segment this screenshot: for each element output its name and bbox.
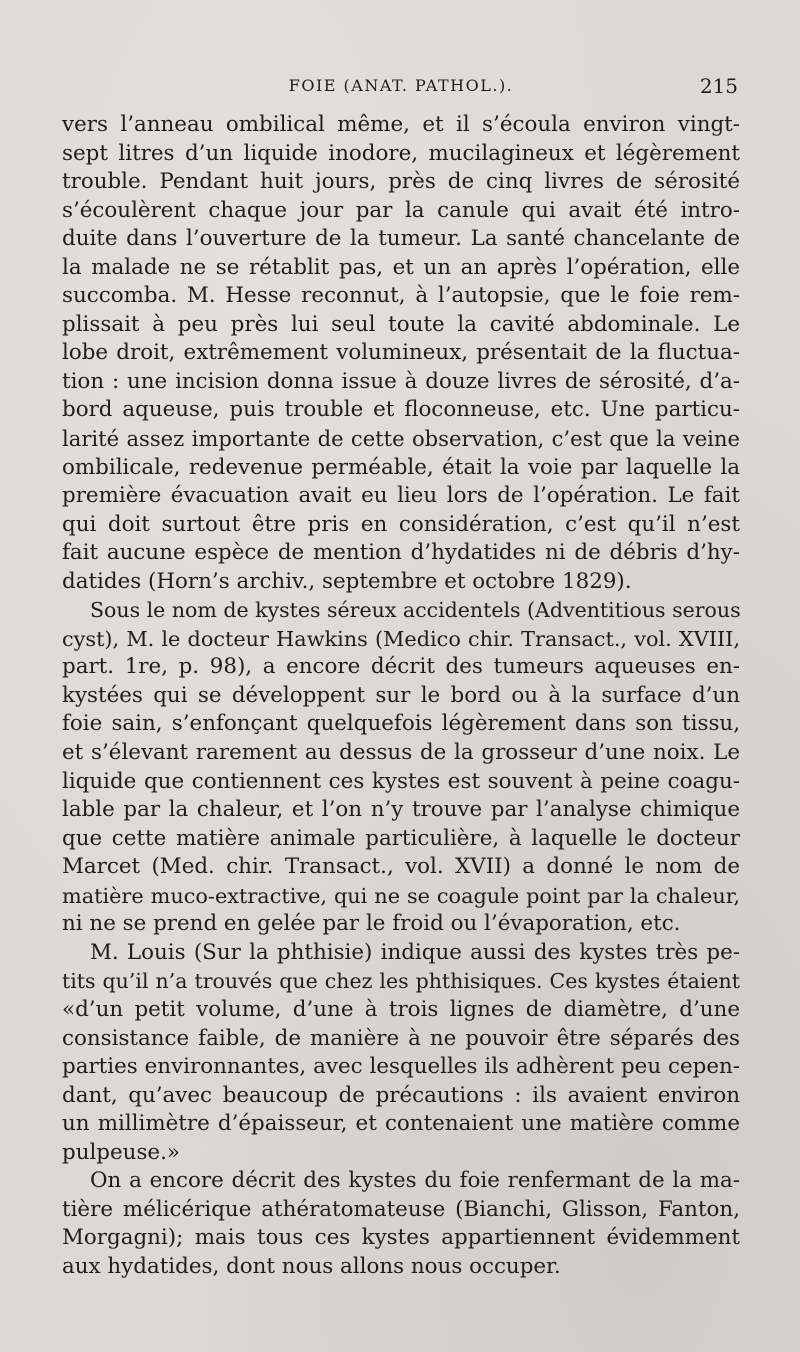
text-line: ni ne se prend en gelée par le froid ou l’évaporation, etc. <box>62 911 681 937</box>
text-line: dant, qu’avec beaucoup de précautions : ils avaient environ <box>62 1082 740 1108</box>
text-line: aux hydatides, dont nous allons nous occuper. <box>62 1253 561 1279</box>
text-line: M. Louis (Sur la phthisie) indique aussi des kystes très pe- <box>90 939 740 965</box>
text-line: duite dans l’ouverture de la tumeur. La santé chancelante de <box>62 226 740 252</box>
text-line: tion : une incision donna issue à douze livres de sérosité, d’a- <box>62 368 740 394</box>
text-line: plissait à peu près lui seul toute la cavité abdominale. Le <box>62 311 740 337</box>
text-line: larité assez importante de cette observation, c’est que la veine <box>62 426 740 452</box>
text-line: part. 1re, p. 98), a encore décrit des tumeurs aqueuses en- <box>62 654 740 680</box>
text-line: parties environnantes, avec lesquelles ils adhèrent peu cepen- <box>62 1054 740 1080</box>
text-line: foie sain, s’enfonçant quelquefois légèrement dans son tissu, <box>62 711 740 737</box>
text-line: matière muco-extractive, qui ne se coagule point par la chaleur, <box>62 883 740 908</box>
text-line: pulpeuse.» <box>62 1139 180 1165</box>
running-head <box>62 70 740 104</box>
text-line: Marcet (Med. chir. Transact., vol. XVII) a donné le nom de <box>62 854 740 880</box>
text-line: qui doit surtout être pris en considération, c’est qu’il n’est <box>62 511 740 537</box>
text-line: trouble. Pendant huit jours, près de cinq livres de sérosité <box>62 169 740 195</box>
body-text <box>62 111 740 1281</box>
text-line: «d’un petit volume, d’une à trois lignes de diamètre, d’une <box>62 996 740 1022</box>
text-line: tière mélicérique athératomateuse (Bianchi, Glisson, Fanton, <box>62 1196 740 1222</box>
text-line: tits qu’il n’a trouvés que chez les phthisiques. Ces kystes étaient <box>62 969 740 994</box>
text-line: Morgagni); mais tous ces kystes appartiennent évidemment <box>62 1225 740 1251</box>
text-line: lable par la chaleur, et l’on n’y trouve par l’analyse chimique <box>62 797 740 823</box>
text-line: bord aqueuse, puis trouble et floconneuse, etc. Une particu- <box>62 397 740 423</box>
text-line: fait aucune espèce de mention d’hydatides ni de débris d’hy- <box>62 540 740 566</box>
text-line: et s’élevant rarement au dessus de la grosseur d’une noix. Le <box>62 740 740 766</box>
text-line: ombilicale, redevenue perméable, était la voie par laquelle la <box>62 454 740 480</box>
text-line: la malade ne se rétablit pas, et un an après l’opération, elle <box>62 254 740 280</box>
text-line: cyst), M. le docteur Hawkins (Medico chir. Transact., vol. XVIII, <box>62 626 740 651</box>
text-line: Sous le nom de kystes séreux accidentels (Adventitious serous <box>90 598 741 623</box>
text-line: succomba. M. Hesse reconnut, à l’autopsie, que le foie rem- <box>62 283 740 309</box>
text-line: kystées qui se développent sur le bord ou à la surface d’un <box>62 682 740 708</box>
text-line: liquide que contiennent ces kystes est souvent à peine coagu- <box>62 768 740 794</box>
text-line: consistance faible, de manière à ne pouvoir être séparés des <box>62 1025 740 1051</box>
text-line: s’écoulèrent chaque jour par la canule qui avait été intro- <box>62 197 740 223</box>
text-line: un millimètre d’épaisseur, et contenaient une matière comme <box>62 1111 740 1137</box>
text-line: datides (Horn’s archiv., septembre et octobre 1829). <box>62 568 632 594</box>
text-line: lobe droit, extrêmement volumineux, présentait de la fluctua- <box>62 340 740 366</box>
text-line: vers l’anneau ombilical même, et il s’écoula environ vingt- <box>62 112 740 137</box>
text-line: sept litres d’un liquide inodore, mucilagineux et légèrement <box>62 140 740 166</box>
text-line: que cette matière animale particulière, à laquelle le docteur <box>62 825 740 851</box>
running-head-title: FOIE (ANAT. PATHOL.). <box>288 76 514 95</box>
text-line: On a encore décrit des kystes du foie renfermant de la ma- <box>90 1168 740 1194</box>
text-line: première évacuation avait eu lieu lors de l’opération. Le fait <box>62 483 740 509</box>
page-number: 215 <box>699 74 738 98</box>
